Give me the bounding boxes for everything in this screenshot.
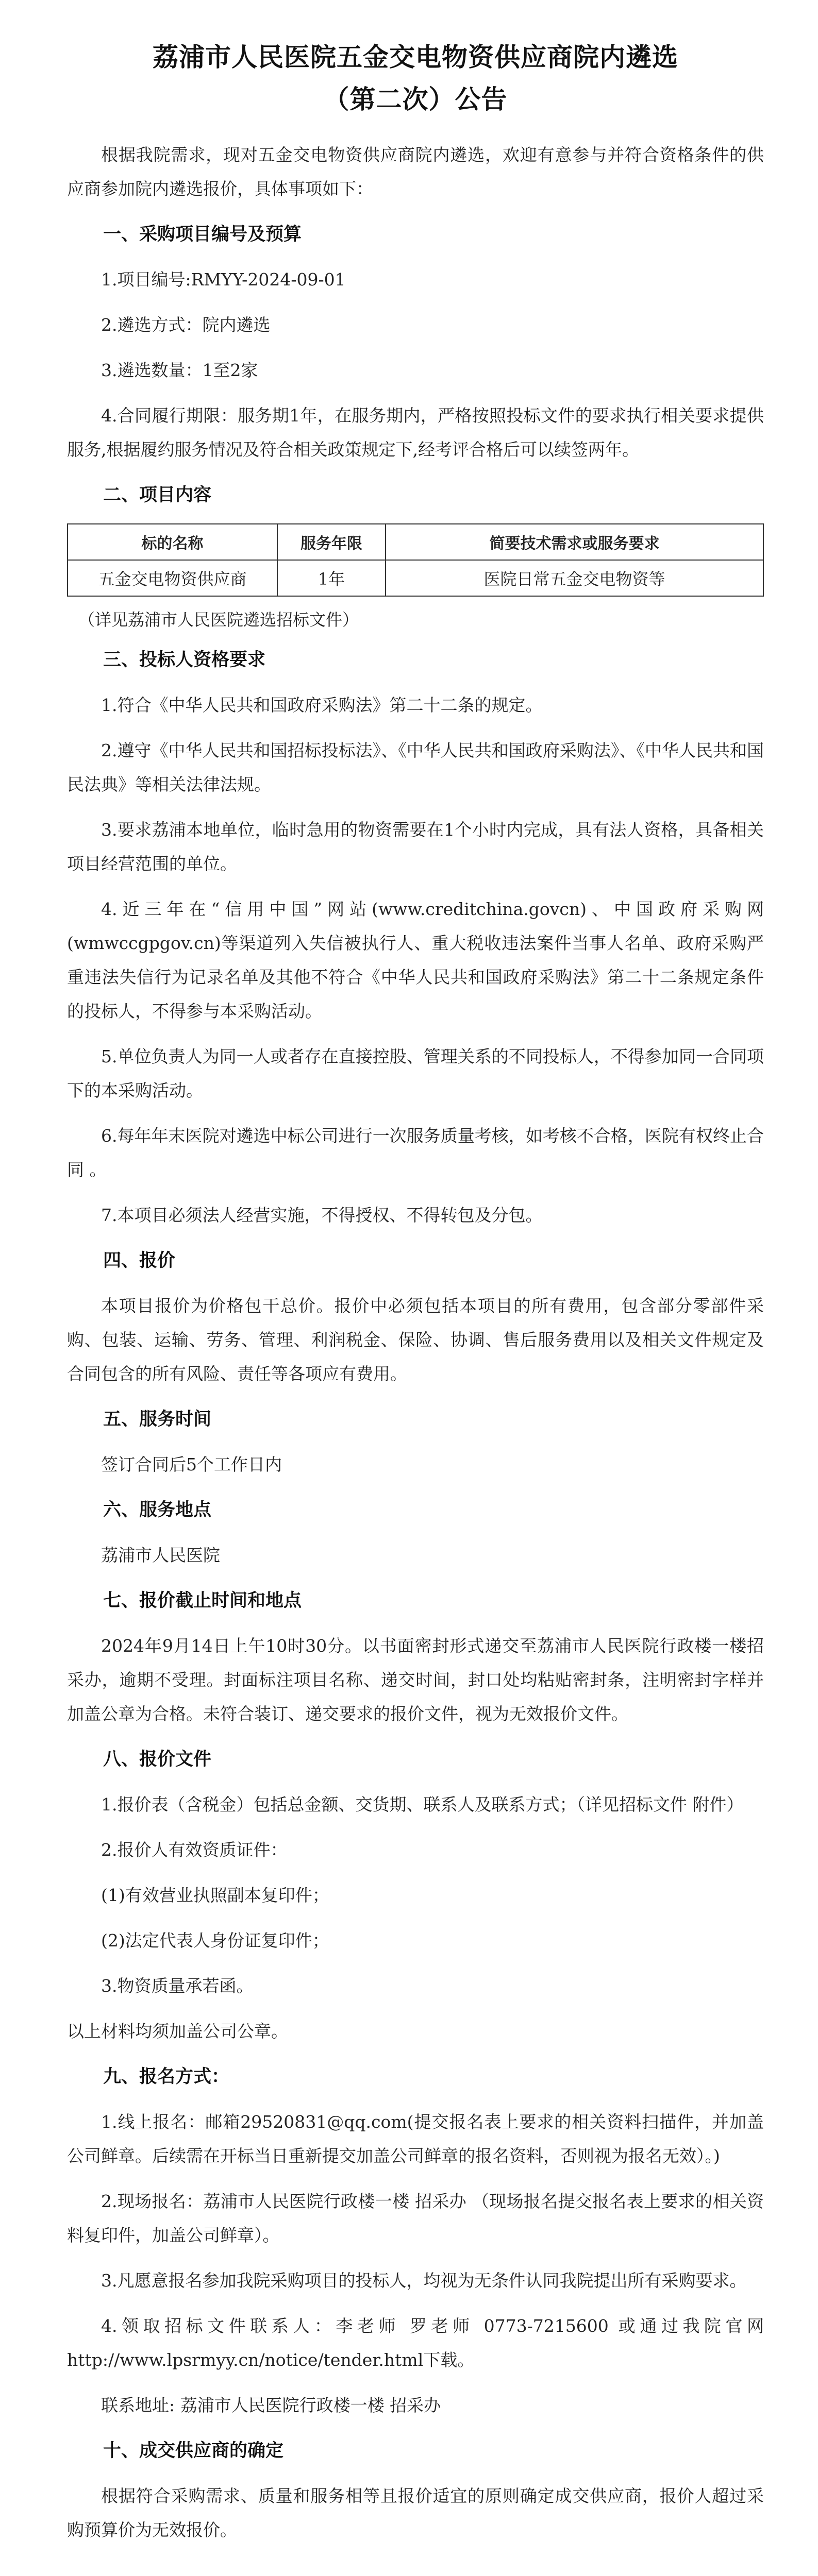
section-1-heading: 一、采购项目编号及预算 [103, 224, 302, 245]
table-header-cell: 简要技术需求或服务要求 [386, 524, 763, 560]
s8-item-3: (1)有效营业执照副本复印件； [101, 1885, 329, 1905]
section-9-heading: 九、报名方式： [103, 2066, 230, 2087]
s3-item-2: 2.遵守《中华人民共和国招标投标法》、《中华人民共和国政府采购法》、《中华人民共和国民法典》等相关法律法规。 [67, 740, 764, 794]
table-row [68, 560, 763, 596]
table-cell: 五金交电物资供应商 [68, 560, 277, 596]
s3-item-1: 1.符合《中华人民共和国政府采购法》第二十二条的规定。 [101, 695, 543, 715]
s8-footer: 以上材料均须加盖公司公章。 [67, 2021, 288, 2041]
section-7-heading: 七、报价截止时间和地点 [103, 1590, 302, 1611]
intro-paragraph: 根据我院需求，现对五金交电物资供应商院内遴选，欢迎有意参与并符合资格条件的供应商参加院内遴选报价，具体事项如下： [67, 145, 764, 199]
s9-item-2: 2.现场报名：荔浦市人民医院行政楼一楼 招采办 （现场报名提交报名表上要求的相关资料复印件，加盖公司鲜章）。 [67, 2191, 764, 2245]
s3-item-3: 3.要求荔浦本地单位，临时急用的物资需要在1个小时内完成，具有法人资格，具备相关项目经营范围的单位。 [67, 820, 764, 874]
s8-item-5: 3.物资质量承若函。 [101, 1976, 254, 1996]
table-note: （详见荔浦市人民医院遴选招标文件） [78, 610, 359, 630]
table-cell: 医院日常五金交电物资等 [386, 560, 763, 596]
s3-item-4: 4.近三年在“信用中国”网站(www.creditchina.govcn)、中国政府采购网(wmwccgpgov.cn)等渠道列入失信被执行人、重大税收违法案件当事人名单、政府采购严重违法失信行为记录名单及其他不符合《中华人民共和国政府采购法》第二十二条规定条件的投标人，不得参与本采购活动。 [67, 899, 764, 1021]
s3-item-5: 5.单位负责人为同一人或者存在直接控股、管理关系的不同投标人，不得参加同一合同项下的本采购活动。 [67, 1046, 764, 1100]
section-8-heading: 八、报价文件 [103, 1749, 212, 1770]
s1-item-2: 2.遴选方式：院内遴选 [101, 315, 271, 335]
s9-item-4: 4.领取招标文件联系人：李老师 罗老师 0773-7215600 或通过我院官网http://www.lpsrmyy.cn/notice/tender.html下载。 [67, 2316, 764, 2370]
s1-item-4: 4.合同履行期限：服务期1年，在服务期内，严格按照投标文件的要求执行相关要求提供服务,根据履约服务情况及符合相关政策规定下,经考评合格后可以续签两年。 [67, 405, 764, 460]
s5-text: 签订合同后5个工作日内 [101, 1454, 282, 1475]
s9-item-3: 3.凡愿意报名参加我院采购项目的投标人，均视为无条件认同我院提出所有采购要求。 [101, 2270, 747, 2291]
section-6-heading: 六、服务地点 [103, 1500, 212, 1520]
table-header-cell: 服务年限 [277, 524, 386, 560]
table-cell: 1年 [277, 560, 386, 596]
s7-text: 2024年9月14日上午10时30分。以书面密封形式递交至荔浦市人民医院行政楼一楼招采办，逾期不受理。封面标注项目名称、递交时间，封口处均粘贴密封条，注明密封字样并加盖公章为合格。未符合装订、递交要求的报价文件，视为无效报价文件。 [67, 1636, 764, 1724]
s9-item-1: 1.线上报名：邮箱29520831@qq.com(提交报名表上要求的相关资料扫描件，并加盖公司鲜章。后续需在开标当日重新提交加盖公司鲜章的报名资料，否则视为报名无效）。) [67, 2112, 764, 2166]
section-10-heading: 十、成交供应商的确定 [103, 2441, 284, 2461]
s4-text: 本项目报价为价格包干总价。报价中必须包括本项目的所有费用，包含部分零部件采购、包装、运输、劳务、管理、利润税金、保险、协调、售后服务费用以及相关文件规定及合同包含的所有风险、责任等各项应有费用。 [67, 1296, 764, 1384]
s1-item-3: 3.遴选数量：1至2家 [101, 360, 258, 380]
section-4-heading: 四、报价 [103, 1250, 176, 1271]
s9-contact: 联系地址: 荔浦市人民医院行政楼一楼 招采办 [101, 2395, 441, 2415]
section-2-heading: 二、项目内容 [103, 485, 212, 505]
title-line-2: （第二次）公告 [323, 84, 508, 114]
s8-item-1: 1.报价表（含税金）包括总金额、交货期、联系人及联系方式；（详见招标文件 附件） [101, 1794, 744, 1815]
s8-item-4: (2)法定代表人身份证复印件； [101, 1930, 329, 1951]
project-content-table [67, 523, 764, 597]
s3-item-7: 7.本项目必须法人经营实施，不得授权、不得转包及分包。 [101, 1205, 543, 1225]
s1-item-1: 1.项目编号:RMYY-2024-09-01 [101, 269, 346, 290]
section-5-heading: 五、服务时间 [103, 1409, 212, 1430]
page-title [67, 36, 764, 121]
title-line-1: 荔浦市人民医院五金交电物资供应商院内遴选 [153, 42, 678, 72]
table-header-cell: 标的名称 [68, 524, 277, 560]
table-header-row [68, 524, 763, 560]
s10-text: 根据符合采购需求、质量和服务相等且报价适宜的原则确定成交供应商，报价人超过采购预算价为无效报价。 [67, 2486, 764, 2540]
section-3-heading: 三、投标人资格要求 [103, 650, 266, 670]
s6-text: 荔浦市人民医院 [101, 1545, 220, 1565]
s8-item-2: 2.报价人有效资质证件： [101, 1840, 288, 1860]
s3-item-6: 6.每年年末医院对遴选中标公司进行一次服务质量考核，如考核不合格，医院有权终止合同 。 [67, 1126, 764, 1180]
